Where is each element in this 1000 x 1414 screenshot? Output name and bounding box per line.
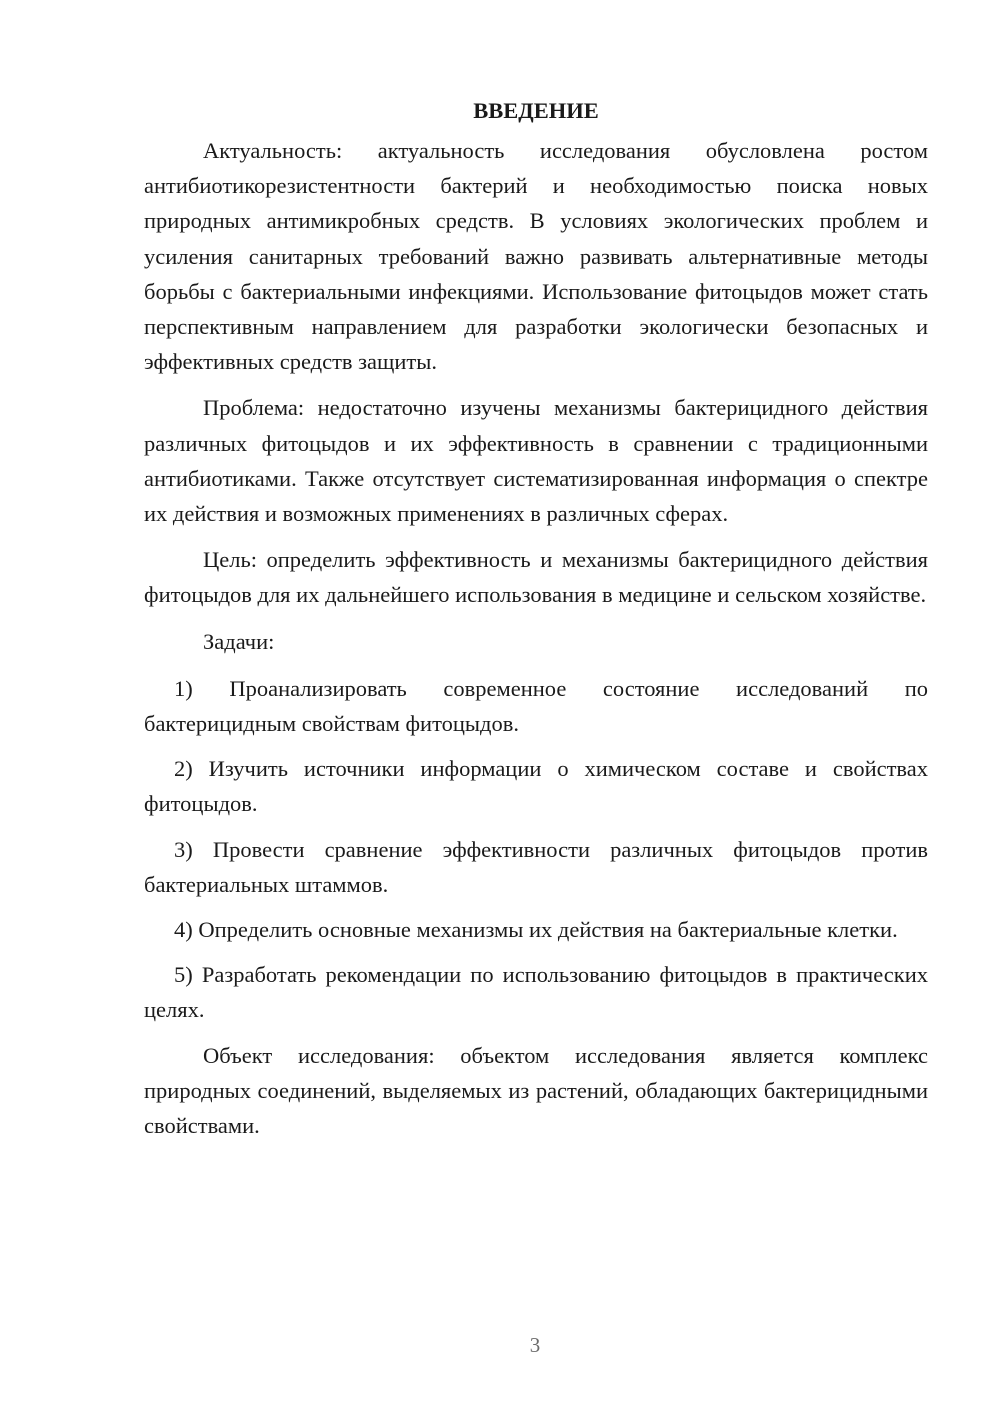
task-item: 5) Разработать рекомендации по использованию фитоцыдов в практических целях. — [144, 962, 928, 1023]
task-item: 3) Провести сравнение эффективности различных фитоцыдов против бактериальных штаммов. — [144, 836, 928, 897]
task-list — [144, 671, 928, 1028]
task-item: 4) Определить основные механизмы их действия на бактериальные клетки. — [174, 917, 898, 943]
page-number: 3 — [529, 1333, 541, 1357]
paragraph-goal: Цель: определить эффективность и механизмы бактерицидного действия фитоцыдов для их дальнейшего использования в медицине и сельском хозяйстве. — [144, 547, 928, 608]
paragraph-object: Объект исследования: объектом исследования является комплекс природных соединений, выделяемых из растений, обладающих бактерицидными свойствами. — [144, 1042, 928, 1139]
paragraph-problem: Проблема: недостаточно изучены механизмы бактерицидного действия различных фитоцыдов и их эффективность в сравнении с традиционными антибиотиками. Также отсутствует систематизированная информация о спектре их действия и возможных применениях в различных сферах. — [144, 395, 928, 527]
page-body — [144, 92, 928, 1143]
tasks-heading: Задачи: — [203, 628, 275, 654]
section-title: ВВЕДЕНИЕ — [473, 98, 599, 123]
task-item: 1) Проанализировать современное состояние исследований по бактерицидным свойствам фитоцыдов. — [144, 675, 928, 737]
task-item: 2) Изучить источники информации о химическом составе и свойствах фитоцыдов. — [144, 756, 928, 817]
paragraph-relevance: Актуальность: актуальность исследования обусловлена ростом антибиотикорезистентности бактерий и необходимостью поиска новых природных антимикробных средств. В условиях экологических проблем и усиления санитарных требований важно развивать альтернативные методы борьбы с бактериальными инфекциями. Использование фитоцыдов может стать перспективным направлением для разработки экологически безопасных и эффективных средств защиты. — [144, 138, 928, 375]
